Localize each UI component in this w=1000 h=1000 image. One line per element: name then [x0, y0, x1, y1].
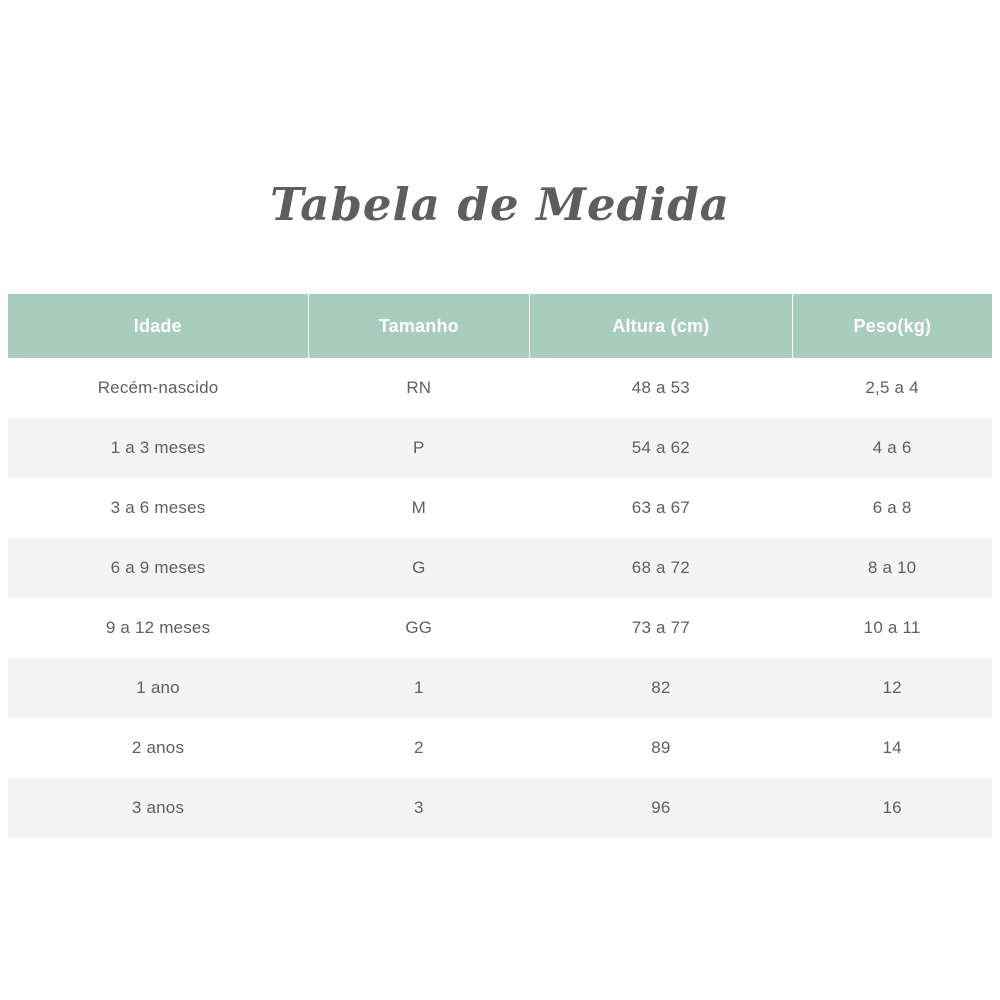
cell-idade: 3 anos	[8, 778, 308, 838]
column-header-peso: Peso(kg)	[792, 294, 992, 358]
table-row	[8, 778, 992, 838]
cell-idade: Recém-nascido	[8, 358, 308, 418]
cell-altura: 82	[530, 658, 793, 718]
cell-peso: 12	[792, 658, 992, 718]
table-row	[8, 478, 992, 538]
cell-tamanho: G	[308, 538, 529, 598]
cell-peso: 8 a 10	[792, 538, 992, 598]
cell-tamanho: 2	[308, 718, 529, 778]
cell-idade: 1 ano	[8, 658, 308, 718]
cell-idade: 9 a 12 meses	[8, 598, 308, 658]
cell-altura: 48 a 53	[530, 358, 793, 418]
table-body	[8, 358, 992, 838]
table-row	[8, 658, 992, 718]
table-row	[8, 718, 992, 778]
cell-peso: 10 a 11	[792, 598, 992, 658]
column-header-tamanho: Tamanho	[308, 294, 529, 358]
cell-altura: 54 a 62	[530, 418, 793, 478]
cell-tamanho: P	[308, 418, 529, 478]
table-row	[8, 418, 992, 478]
table-header-row	[8, 294, 992, 358]
cell-altura: 96	[530, 778, 793, 838]
page-title: Tabela de Medida	[270, 178, 730, 231]
table-row	[8, 358, 992, 418]
cell-peso: 4 a 6	[792, 418, 992, 478]
cell-altura: 68 a 72	[530, 538, 793, 598]
cell-tamanho: 3	[308, 778, 529, 838]
cell-peso: 14	[792, 718, 992, 778]
cell-peso: 16	[792, 778, 992, 838]
column-header-altura: Altura (cm)	[530, 294, 793, 358]
cell-idade: 1 a 3 meses	[8, 418, 308, 478]
cell-tamanho: 1	[308, 658, 529, 718]
cell-tamanho: GG	[308, 598, 529, 658]
cell-idade: 6 a 9 meses	[8, 538, 308, 598]
size-chart-container	[8, 294, 992, 838]
table-header	[8, 294, 992, 358]
cell-altura: 63 a 67	[530, 478, 793, 538]
table-row	[8, 538, 992, 598]
cell-idade: 3 a 6 meses	[8, 478, 308, 538]
cell-altura: 73 a 77	[530, 598, 793, 658]
cell-tamanho: RN	[308, 358, 529, 418]
cell-peso: 2,5 a 4	[792, 358, 992, 418]
cell-peso: 6 a 8	[792, 478, 992, 538]
column-header-idade: Idade	[8, 294, 308, 358]
cell-idade: 2 anos	[8, 718, 308, 778]
size-chart-table	[8, 294, 992, 838]
table-row	[8, 598, 992, 658]
cell-tamanho: M	[308, 478, 529, 538]
cell-altura: 89	[530, 718, 793, 778]
